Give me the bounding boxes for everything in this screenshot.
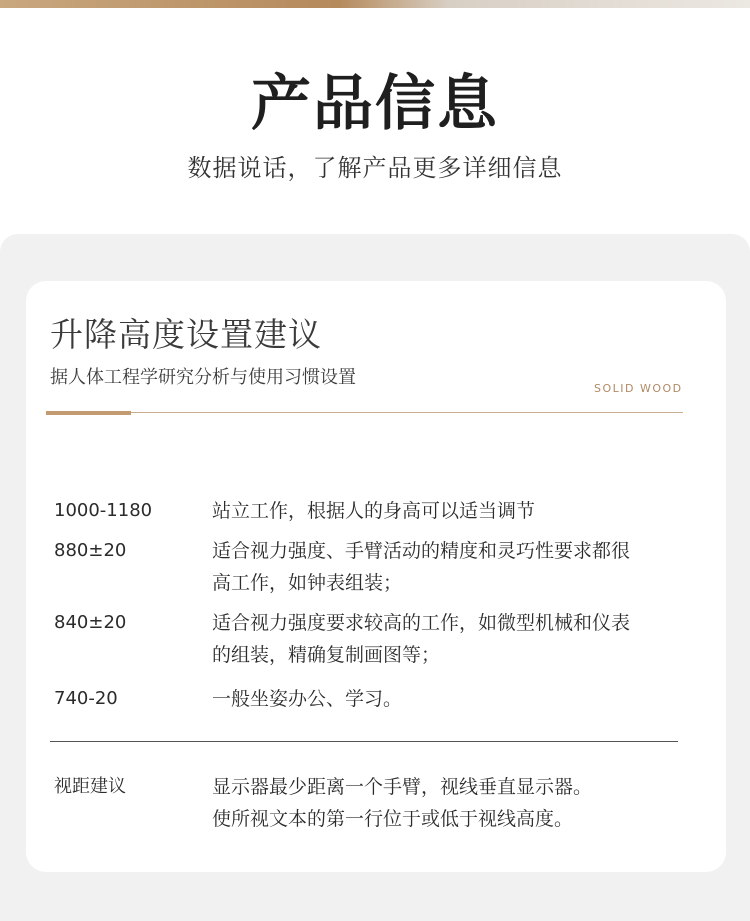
top-decor-strip <box>0 0 750 8</box>
page-subtitle: 数据说话，了解产品更多详细信息 <box>187 154 563 182</box>
viewing-distance-description <box>212 771 682 835</box>
section-divider <box>50 741 678 742</box>
height-range: 1000-1180 <box>54 500 153 521</box>
card-subtitle: 据人体工程学研究分析与使用习惯设置 <box>50 367 356 388</box>
description-line: 高工作，如钟表组装； <box>212 572 403 594</box>
card-tag: SOLID WOOD <box>594 382 683 395</box>
info-card <box>26 281 726 872</box>
description-line: 的组装，精确复制画图等； <box>212 644 441 666</box>
description-line: 适合视力强度要求较高的工作，如微型机械和仪表 <box>212 612 631 634</box>
card-title: 升降高度设置建议 <box>50 315 322 354</box>
height-range: 840±20 <box>54 612 127 633</box>
page-title: 产品信息 <box>251 69 499 139</box>
description-line: 站立工作，根据人的身高可以适当调节 <box>212 500 536 522</box>
height-description <box>212 535 682 599</box>
height-description <box>212 607 682 671</box>
title-rule <box>46 412 683 413</box>
height-description <box>212 683 682 715</box>
description-line: 适合视力强度、手臂活动的精度和灵巧性要求都很 <box>212 540 631 562</box>
description-line: 使所视文本的第一行位于或低于视线高度。 <box>212 808 574 830</box>
description-line: 显示器最少距离一个手臂，视线垂直显示器。 <box>212 776 593 798</box>
height-description <box>212 495 682 527</box>
height-range: 880±20 <box>54 540 127 561</box>
description-line: 一般坐姿办公、学习。 <box>212 688 403 710</box>
title-rule-accent <box>46 411 131 415</box>
height-range: 740-20 <box>54 688 118 709</box>
viewing-distance-label: 视距建议 <box>54 776 126 797</box>
